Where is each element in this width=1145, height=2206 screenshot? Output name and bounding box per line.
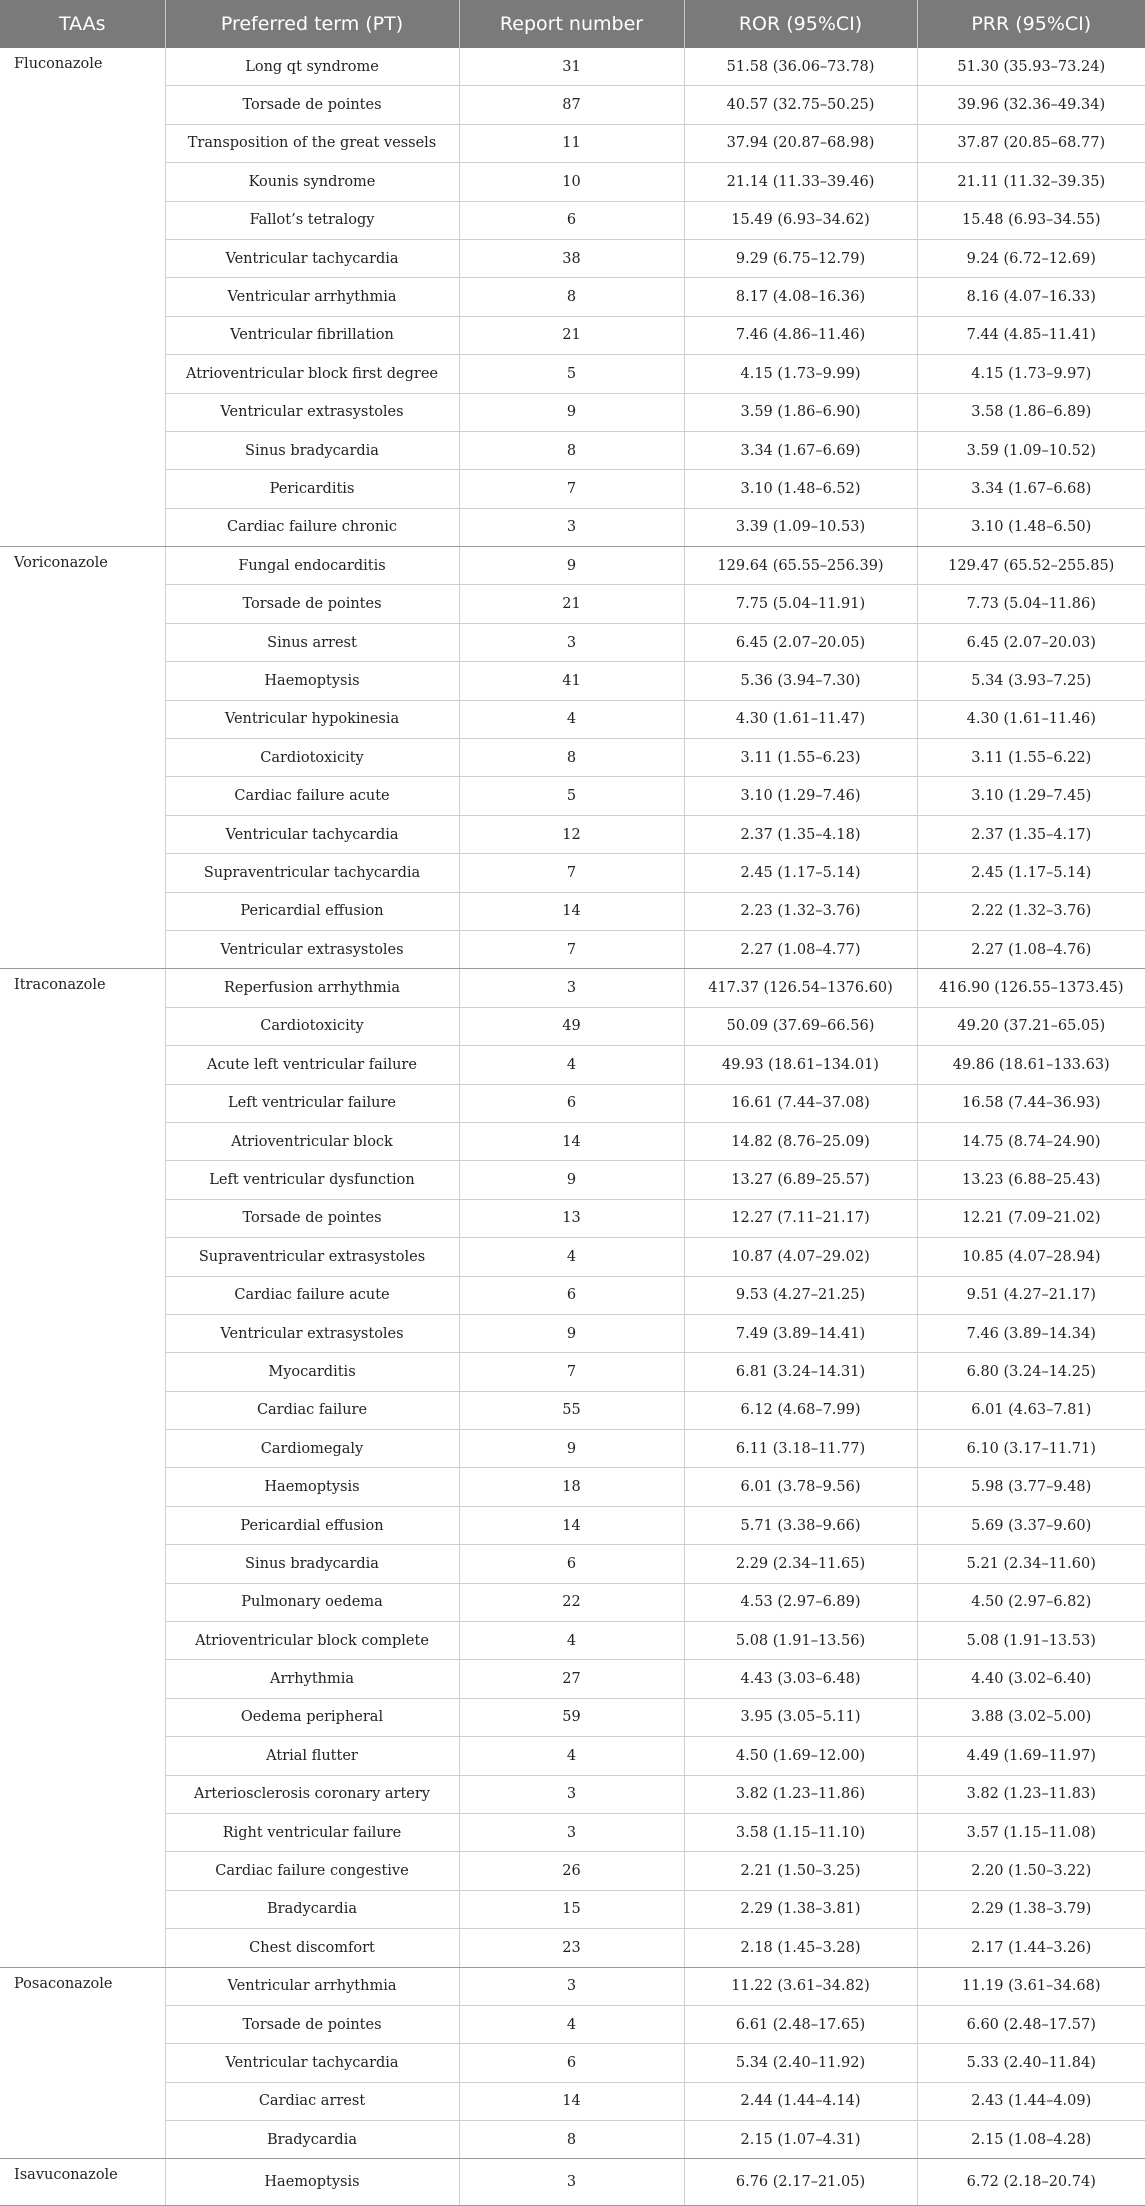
table-row	[0, 2082, 1145, 2120]
prr-cell: 13.23 (6.88–25.43)	[917, 1161, 1145, 1199]
report-number-cell: 7	[459, 470, 684, 508]
preferred-term-cell: Bradycardia	[165, 1890, 459, 1928]
preferred-term-cell: Pericardial effusion	[165, 1506, 459, 1544]
preferred-term-cell: Cardiomegaly	[165, 1430, 459, 1468]
ror-cell: 129.64 (65.55–256.39)	[684, 547, 917, 585]
table-row	[0, 1353, 1145, 1391]
table-row	[0, 1276, 1145, 1314]
preferred-term-cell: Atrioventricular block first degree	[165, 355, 459, 393]
ror-cell: 3.39 (1.09–10.53)	[684, 508, 917, 546]
preferred-term-cell: Ventricular tachycardia	[165, 239, 459, 277]
table-body	[0, 48, 1145, 2205]
prr-cell: 6.60 (2.48–17.57)	[917, 2005, 1145, 2043]
table-row	[0, 585, 1145, 623]
table-row	[0, 1468, 1145, 1506]
report-number-cell: 49	[459, 1007, 684, 1045]
report-number-cell: 14	[459, 892, 684, 930]
report-number-cell: 6	[459, 201, 684, 239]
prr-cell: 39.96 (32.36–49.34)	[917, 86, 1145, 124]
table-row	[0, 1622, 1145, 1660]
preferred-term-cell: Cardiac failure chronic	[165, 508, 459, 546]
prr-cell: 2.45 (1.17–5.14)	[917, 854, 1145, 892]
preferred-term-cell: Haemoptysis	[165, 1468, 459, 1506]
ror-cell: 9.29 (6.75–12.79)	[684, 239, 917, 277]
report-number-cell: 27	[459, 1660, 684, 1698]
prr-cell: 12.21 (7.09–21.02)	[917, 1199, 1145, 1237]
ror-cell: 11.22 (3.61–34.82)	[684, 1967, 917, 2005]
prr-cell: 2.20 (1.50–3.22)	[917, 1852, 1145, 1890]
header-report-number: Report number	[459, 0, 684, 48]
preferred-term-cell: Ventricular tachycardia	[165, 2044, 459, 2082]
preferred-term-cell: Haemoptysis	[165, 662, 459, 700]
ror-cell: 417.37 (126.54–1376.60)	[684, 969, 917, 1007]
report-number-cell: 4	[459, 700, 684, 738]
table-row	[0, 1890, 1145, 1928]
ror-cell: 13.27 (6.89–25.57)	[684, 1161, 917, 1199]
prr-cell: 51.30 (35.93–73.24)	[917, 48, 1145, 86]
preferred-term-cell: Ventricular arrhythmia	[165, 278, 459, 316]
table-row	[0, 547, 1145, 585]
table-row	[0, 2121, 1145, 2159]
report-number-cell: 7	[459, 1353, 684, 1391]
table-row	[0, 1046, 1145, 1084]
report-number-cell: 18	[459, 1468, 684, 1506]
preferred-term-cell: Sinus bradycardia	[165, 1545, 459, 1583]
table-row	[0, 1583, 1145, 1621]
drug-name-cell: Itraconazole	[0, 969, 165, 1967]
table-row	[0, 1506, 1145, 1544]
report-number-cell: 5	[459, 355, 684, 393]
report-number-cell: 6	[459, 1276, 684, 1314]
prr-cell: 6.10 (3.17–11.71)	[917, 1430, 1145, 1468]
prr-cell: 129.47 (65.52–255.85)	[917, 547, 1145, 585]
report-number-cell: 9	[459, 1161, 684, 1199]
report-number-cell: 31	[459, 48, 684, 86]
report-number-cell: 3	[459, 2159, 684, 2205]
prr-cell: 3.82 (1.23–11.83)	[917, 1775, 1145, 1813]
preferred-term-cell: Supraventricular extrasystoles	[165, 1238, 459, 1276]
prr-cell: 7.73 (5.04–11.86)	[917, 585, 1145, 623]
prr-cell: 3.10 (1.48–6.50)	[917, 508, 1145, 546]
table-row	[0, 1391, 1145, 1429]
ror-cell: 6.01 (3.78–9.56)	[684, 1468, 917, 1506]
ror-cell: 2.23 (1.32–3.76)	[684, 892, 917, 930]
report-number-cell: 21	[459, 316, 684, 354]
preferred-term-cell: Chest discomfort	[165, 1929, 459, 1967]
drug-name-cell: Isavuconazole	[0, 2159, 165, 2205]
report-number-cell: 26	[459, 1852, 684, 1890]
table-row	[0, 1084, 1145, 1122]
preferred-term-cell: Ventricular extrasystoles	[165, 1314, 459, 1352]
ror-cell: 3.82 (1.23–11.86)	[684, 1775, 917, 1813]
preferred-term-cell: Fungal endocarditis	[165, 547, 459, 585]
table-row	[0, 1775, 1145, 1813]
table-row	[0, 930, 1145, 968]
report-number-cell: 9	[459, 1430, 684, 1468]
table-row	[0, 969, 1145, 1007]
prr-cell: 4.40 (3.02–6.40)	[917, 1660, 1145, 1698]
prr-cell: 3.88 (3.02–5.00)	[917, 1698, 1145, 1736]
report-number-cell: 55	[459, 1391, 684, 1429]
preferred-term-cell: Cardiotoxicity	[165, 1007, 459, 1045]
table-row	[0, 854, 1145, 892]
prr-cell: 11.19 (3.61–34.68)	[917, 1967, 1145, 2005]
ror-cell: 40.57 (32.75–50.25)	[684, 86, 917, 124]
table-row	[0, 1314, 1145, 1352]
prr-cell: 10.85 (4.07–28.94)	[917, 1238, 1145, 1276]
prr-cell: 3.34 (1.67–6.68)	[917, 470, 1145, 508]
ror-cell: 51.58 (36.06–73.78)	[684, 48, 917, 86]
ror-cell: 2.45 (1.17–5.14)	[684, 854, 917, 892]
ror-cell: 2.44 (1.44–4.14)	[684, 2082, 917, 2120]
report-number-cell: 6	[459, 2044, 684, 2082]
prr-cell: 3.59 (1.09–10.52)	[917, 431, 1145, 469]
header-prr: PRR (95%CI)	[917, 0, 1145, 48]
prr-cell: 4.50 (2.97–6.82)	[917, 1583, 1145, 1621]
prr-cell: 3.58 (1.86–6.89)	[917, 393, 1145, 431]
prr-cell: 7.44 (4.85–11.41)	[917, 316, 1145, 354]
table-row	[0, 1430, 1145, 1468]
prr-cell: 4.49 (1.69–11.97)	[917, 1737, 1145, 1775]
table-row	[0, 470, 1145, 508]
table-row	[0, 1199, 1145, 1237]
table-row	[0, 1929, 1145, 1967]
ror-cell: 6.11 (3.18–11.77)	[684, 1430, 917, 1468]
prr-cell: 6.45 (2.07–20.03)	[917, 623, 1145, 661]
prr-cell: 3.11 (1.55–6.22)	[917, 739, 1145, 777]
preferred-term-cell: Long qt syndrome	[165, 48, 459, 86]
ror-cell: 7.46 (4.86–11.46)	[684, 316, 917, 354]
ror-cell: 3.59 (1.86–6.90)	[684, 393, 917, 431]
table-row	[0, 739, 1145, 777]
table-row	[0, 2044, 1145, 2082]
report-number-cell: 41	[459, 662, 684, 700]
prr-cell: 5.08 (1.91–13.53)	[917, 1622, 1145, 1660]
prr-cell: 6.80 (3.24–14.25)	[917, 1353, 1145, 1391]
report-number-cell: 11	[459, 124, 684, 162]
table-row	[0, 1660, 1145, 1698]
ror-cell: 4.53 (2.97–6.89)	[684, 1583, 917, 1621]
preferred-term-cell: Cardiac failure	[165, 1391, 459, 1429]
header-taas: TAAs	[0, 0, 165, 48]
ror-cell: 3.34 (1.67–6.69)	[684, 431, 917, 469]
ror-cell: 6.61 (2.48–17.65)	[684, 2005, 917, 2043]
prr-cell: 8.16 (4.07–16.33)	[917, 278, 1145, 316]
ror-cell: 4.50 (1.69–12.00)	[684, 1737, 917, 1775]
prr-cell: 2.17 (1.44–3.26)	[917, 1929, 1145, 1967]
table-row	[0, 431, 1145, 469]
ror-cell: 5.36 (3.94–7.30)	[684, 662, 917, 700]
ror-cell: 3.11 (1.55–6.23)	[684, 739, 917, 777]
report-number-cell: 22	[459, 1583, 684, 1621]
table-row	[0, 239, 1145, 277]
ror-cell: 5.08 (1.91–13.56)	[684, 1622, 917, 1660]
table-row	[0, 777, 1145, 815]
report-number-cell: 21	[459, 585, 684, 623]
prr-cell: 416.90 (126.55–1373.45)	[917, 969, 1145, 1007]
ror-cell: 14.82 (8.76–25.09)	[684, 1122, 917, 1160]
ror-cell: 4.30 (1.61–11.47)	[684, 700, 917, 738]
ror-cell: 7.49 (3.89–14.41)	[684, 1314, 917, 1352]
preferred-term-cell: Atrioventricular block complete	[165, 1622, 459, 1660]
table-row	[0, 1698, 1145, 1736]
table-row	[0, 815, 1145, 853]
ror-cell: 2.37 (1.35–4.18)	[684, 815, 917, 853]
ror-cell: 3.58 (1.15–11.10)	[684, 1813, 917, 1851]
report-number-cell: 14	[459, 2082, 684, 2120]
preferred-term-cell: Left ventricular dysfunction	[165, 1161, 459, 1199]
prr-cell: 2.37 (1.35–4.17)	[917, 815, 1145, 853]
report-number-cell: 13	[459, 1199, 684, 1237]
preferred-term-cell: Pericarditis	[165, 470, 459, 508]
report-number-cell: 6	[459, 1545, 684, 1583]
report-number-cell: 3	[459, 1967, 684, 2005]
preferred-term-cell: Sinus arrest	[165, 623, 459, 661]
preferred-term-cell: Torsade de pointes	[165, 2005, 459, 2043]
preferred-term-cell: Ventricular fibrillation	[165, 316, 459, 354]
preferred-term-cell: Reperfusion arrhythmia	[165, 969, 459, 1007]
preferred-term-cell: Kounis syndrome	[165, 163, 459, 201]
prr-cell: 7.46 (3.89–14.34)	[917, 1314, 1145, 1352]
preferred-term-cell: Haemoptysis	[165, 2159, 459, 2205]
ror-cell: 6.45 (2.07–20.05)	[684, 623, 917, 661]
ror-cell: 50.09 (37.69–66.56)	[684, 1007, 917, 1045]
preferred-term-cell: Pericardial effusion	[165, 892, 459, 930]
preferred-term-cell: Sinus bradycardia	[165, 431, 459, 469]
report-number-cell: 14	[459, 1122, 684, 1160]
ror-cell: 7.75 (5.04–11.91)	[684, 585, 917, 623]
report-number-cell: 9	[459, 393, 684, 431]
table-row	[0, 892, 1145, 930]
report-number-cell: 38	[459, 239, 684, 277]
table-row	[0, 1161, 1145, 1199]
ror-cell: 49.93 (18.61–134.01)	[684, 1046, 917, 1084]
ror-cell: 15.49 (6.93–34.62)	[684, 201, 917, 239]
preferred-term-cell: Right ventricular failure	[165, 1813, 459, 1851]
report-number-cell: 3	[459, 1775, 684, 1813]
report-number-cell: 3	[459, 1813, 684, 1851]
prr-cell: 5.98 (3.77–9.48)	[917, 1468, 1145, 1506]
report-number-cell: 6	[459, 1084, 684, 1122]
table-row	[0, 700, 1145, 738]
table-header	[0, 0, 1145, 48]
report-number-cell: 4	[459, 2005, 684, 2043]
prr-cell: 3.57 (1.15–11.08)	[917, 1813, 1145, 1851]
report-number-cell: 8	[459, 431, 684, 469]
report-number-cell: 10	[459, 163, 684, 201]
ror-cell: 21.14 (11.33–39.46)	[684, 163, 917, 201]
table-row	[0, 1813, 1145, 1851]
ror-cell: 3.10 (1.29–7.46)	[684, 777, 917, 815]
ror-cell: 6.76 (2.17–21.05)	[684, 2159, 917, 2205]
report-number-cell: 9	[459, 547, 684, 585]
ror-cell: 2.27 (1.08–4.77)	[684, 930, 917, 968]
prr-cell: 14.75 (8.74–24.90)	[917, 1122, 1145, 1160]
ror-cell: 5.34 (2.40–11.92)	[684, 2044, 917, 2082]
preferred-term-cell: Ventricular tachycardia	[165, 815, 459, 853]
table-row	[0, 124, 1145, 162]
prr-cell: 4.15 (1.73–9.97)	[917, 355, 1145, 393]
report-number-cell: 8	[459, 278, 684, 316]
prr-cell: 15.48 (6.93–34.55)	[917, 201, 1145, 239]
ror-cell: 37.94 (20.87–68.98)	[684, 124, 917, 162]
prr-cell: 5.34 (3.93–7.25)	[917, 662, 1145, 700]
preferred-term-cell: Myocarditis	[165, 1353, 459, 1391]
table-row	[0, 393, 1145, 431]
preferred-term-cell: Atrial flutter	[165, 1737, 459, 1775]
preferred-term-cell: Atrioventricular block	[165, 1122, 459, 1160]
report-number-cell: 4	[459, 1238, 684, 1276]
report-number-cell: 4	[459, 1046, 684, 1084]
report-number-cell: 7	[459, 930, 684, 968]
report-number-cell: 7	[459, 854, 684, 892]
preferred-term-cell: Arteriosclerosis coronary artery	[165, 1775, 459, 1813]
report-number-cell: 3	[459, 623, 684, 661]
ror-cell: 2.18 (1.45–3.28)	[684, 1929, 917, 1967]
table-row	[0, 48, 1145, 86]
table-row	[0, 2005, 1145, 2043]
report-number-cell: 87	[459, 86, 684, 124]
ror-cell: 2.21 (1.50–3.25)	[684, 1852, 917, 1890]
ror-cell: 3.10 (1.48–6.52)	[684, 470, 917, 508]
table-row	[0, 1545, 1145, 1583]
report-number-cell: 4	[459, 1737, 684, 1775]
prr-cell: 2.43 (1.44–4.09)	[917, 2082, 1145, 2120]
ror-cell: 12.27 (7.11–21.17)	[684, 1199, 917, 1237]
preferred-term-cell: Oedema peripheral	[165, 1698, 459, 1736]
preferred-term-cell: Bradycardia	[165, 2121, 459, 2159]
preferred-term-cell: Supraventricular tachycardia	[165, 854, 459, 892]
table-row	[0, 1852, 1145, 1890]
drug-name-cell: Posaconazole	[0, 1967, 165, 2159]
ror-cell: 16.61 (7.44–37.08)	[684, 1084, 917, 1122]
preferred-term-cell: Torsade de pointes	[165, 86, 459, 124]
preferred-term-cell: Ventricular extrasystoles	[165, 930, 459, 968]
preferred-term-cell: Fallot’s tetralogy	[165, 201, 459, 239]
table-row	[0, 278, 1145, 316]
preferred-term-cell: Ventricular extrasystoles	[165, 393, 459, 431]
ror-cell: 3.95 (3.05–5.11)	[684, 1698, 917, 1736]
prr-cell: 4.30 (1.61–11.46)	[917, 700, 1145, 738]
report-number-cell: 5	[459, 777, 684, 815]
prr-cell: 6.72 (2.18–20.74)	[917, 2159, 1145, 2205]
preferred-term-cell: Cardiotoxicity	[165, 739, 459, 777]
prr-cell: 5.69 (3.37–9.60)	[917, 1506, 1145, 1544]
prr-cell: 49.86 (18.61–133.63)	[917, 1046, 1145, 1084]
ror-cell: 6.81 (3.24–14.31)	[684, 1353, 917, 1391]
report-number-cell: 12	[459, 815, 684, 853]
prr-cell: 37.87 (20.85–68.77)	[917, 124, 1145, 162]
preferred-term-cell: Torsade de pointes	[165, 1199, 459, 1237]
ror-cell: 2.29 (1.38–3.81)	[684, 1890, 917, 1928]
header-row	[0, 0, 1145, 48]
table-row	[0, 316, 1145, 354]
report-number-cell: 3	[459, 969, 684, 1007]
preferred-term-cell: Cardiac failure congestive	[165, 1852, 459, 1890]
header-preferred-term: Preferred term (PT)	[165, 0, 459, 48]
report-number-cell: 23	[459, 1929, 684, 1967]
preferred-term-cell: Torsade de pointes	[165, 585, 459, 623]
preferred-term-cell: Arrhythmia	[165, 1660, 459, 1698]
report-number-cell: 8	[459, 739, 684, 777]
preferred-term-cell: Cardiac arrest	[165, 2082, 459, 2120]
table-row	[0, 1967, 1145, 2005]
prr-cell: 21.11 (11.32–39.35)	[917, 163, 1145, 201]
header-ror: ROR (95%CI)	[684, 0, 917, 48]
ror-cell: 2.15 (1.07–4.31)	[684, 2121, 917, 2159]
ror-cell: 4.43 (3.03–6.48)	[684, 1660, 917, 1698]
table-row	[0, 1007, 1145, 1045]
table-row	[0, 355, 1145, 393]
ror-cell: 2.29 (2.34–11.65)	[684, 1545, 917, 1583]
preferred-term-cell: Cardiac failure acute	[165, 777, 459, 815]
prr-cell: 49.20 (37.21–65.05)	[917, 1007, 1145, 1045]
prr-cell: 9.24 (6.72–12.69)	[917, 239, 1145, 277]
drug-name-cell: Fluconazole	[0, 48, 165, 547]
report-number-cell: 4	[459, 1622, 684, 1660]
table-row	[0, 1737, 1145, 1775]
table-row	[0, 201, 1145, 239]
prr-cell: 3.10 (1.29–7.45)	[917, 777, 1145, 815]
preferred-term-cell: Cardiac failure acute	[165, 1276, 459, 1314]
prr-cell: 2.27 (1.08–4.76)	[917, 930, 1145, 968]
ror-cell: 6.12 (4.68–7.99)	[684, 1391, 917, 1429]
prr-cell: 6.01 (4.63–7.81)	[917, 1391, 1145, 1429]
ror-cell: 9.53 (4.27–21.25)	[684, 1276, 917, 1314]
prr-cell: 5.21 (2.34–11.60)	[917, 1545, 1145, 1583]
report-number-cell: 59	[459, 1698, 684, 1736]
preferred-term-cell: Pulmonary oedema	[165, 1583, 459, 1621]
report-number-cell: 8	[459, 2121, 684, 2159]
ror-cell: 4.15 (1.73–9.99)	[684, 355, 917, 393]
report-number-cell: 3	[459, 508, 684, 546]
table-row	[0, 662, 1145, 700]
prr-cell: 2.22 (1.32–3.76)	[917, 892, 1145, 930]
table-row	[0, 163, 1145, 201]
prr-cell: 2.15 (1.08–4.28)	[917, 2121, 1145, 2159]
ror-cell: 8.17 (4.08–16.36)	[684, 278, 917, 316]
prr-cell: 5.33 (2.40–11.84)	[917, 2044, 1145, 2082]
table-row	[0, 2159, 1145, 2205]
report-number-cell: 9	[459, 1314, 684, 1352]
table-row	[0, 86, 1145, 124]
prr-cell: 16.58 (7.44–36.93)	[917, 1084, 1145, 1122]
prr-cell: 2.29 (1.38–3.79)	[917, 1890, 1145, 1928]
drug-name-cell: Voriconazole	[0, 547, 165, 969]
table-row	[0, 1238, 1145, 1276]
preferred-term-cell: Acute left ventricular failure	[165, 1046, 459, 1084]
prr-cell: 9.51 (4.27–21.17)	[917, 1276, 1145, 1314]
table-row	[0, 508, 1145, 546]
report-number-cell: 15	[459, 1890, 684, 1928]
preferred-term-cell: Left ventricular failure	[165, 1084, 459, 1122]
ror-cell: 5.71 (3.38–9.66)	[684, 1506, 917, 1544]
table-row	[0, 623, 1145, 661]
preferred-term-cell: Ventricular arrhythmia	[165, 1967, 459, 2005]
preferred-term-cell: Transposition of the great vessels	[165, 124, 459, 162]
preferred-term-cell: Ventricular hypokinesia	[165, 700, 459, 738]
ror-cell: 10.87 (4.07–29.02)	[684, 1238, 917, 1276]
table-row	[0, 1122, 1145, 1160]
report-number-cell: 14	[459, 1506, 684, 1544]
